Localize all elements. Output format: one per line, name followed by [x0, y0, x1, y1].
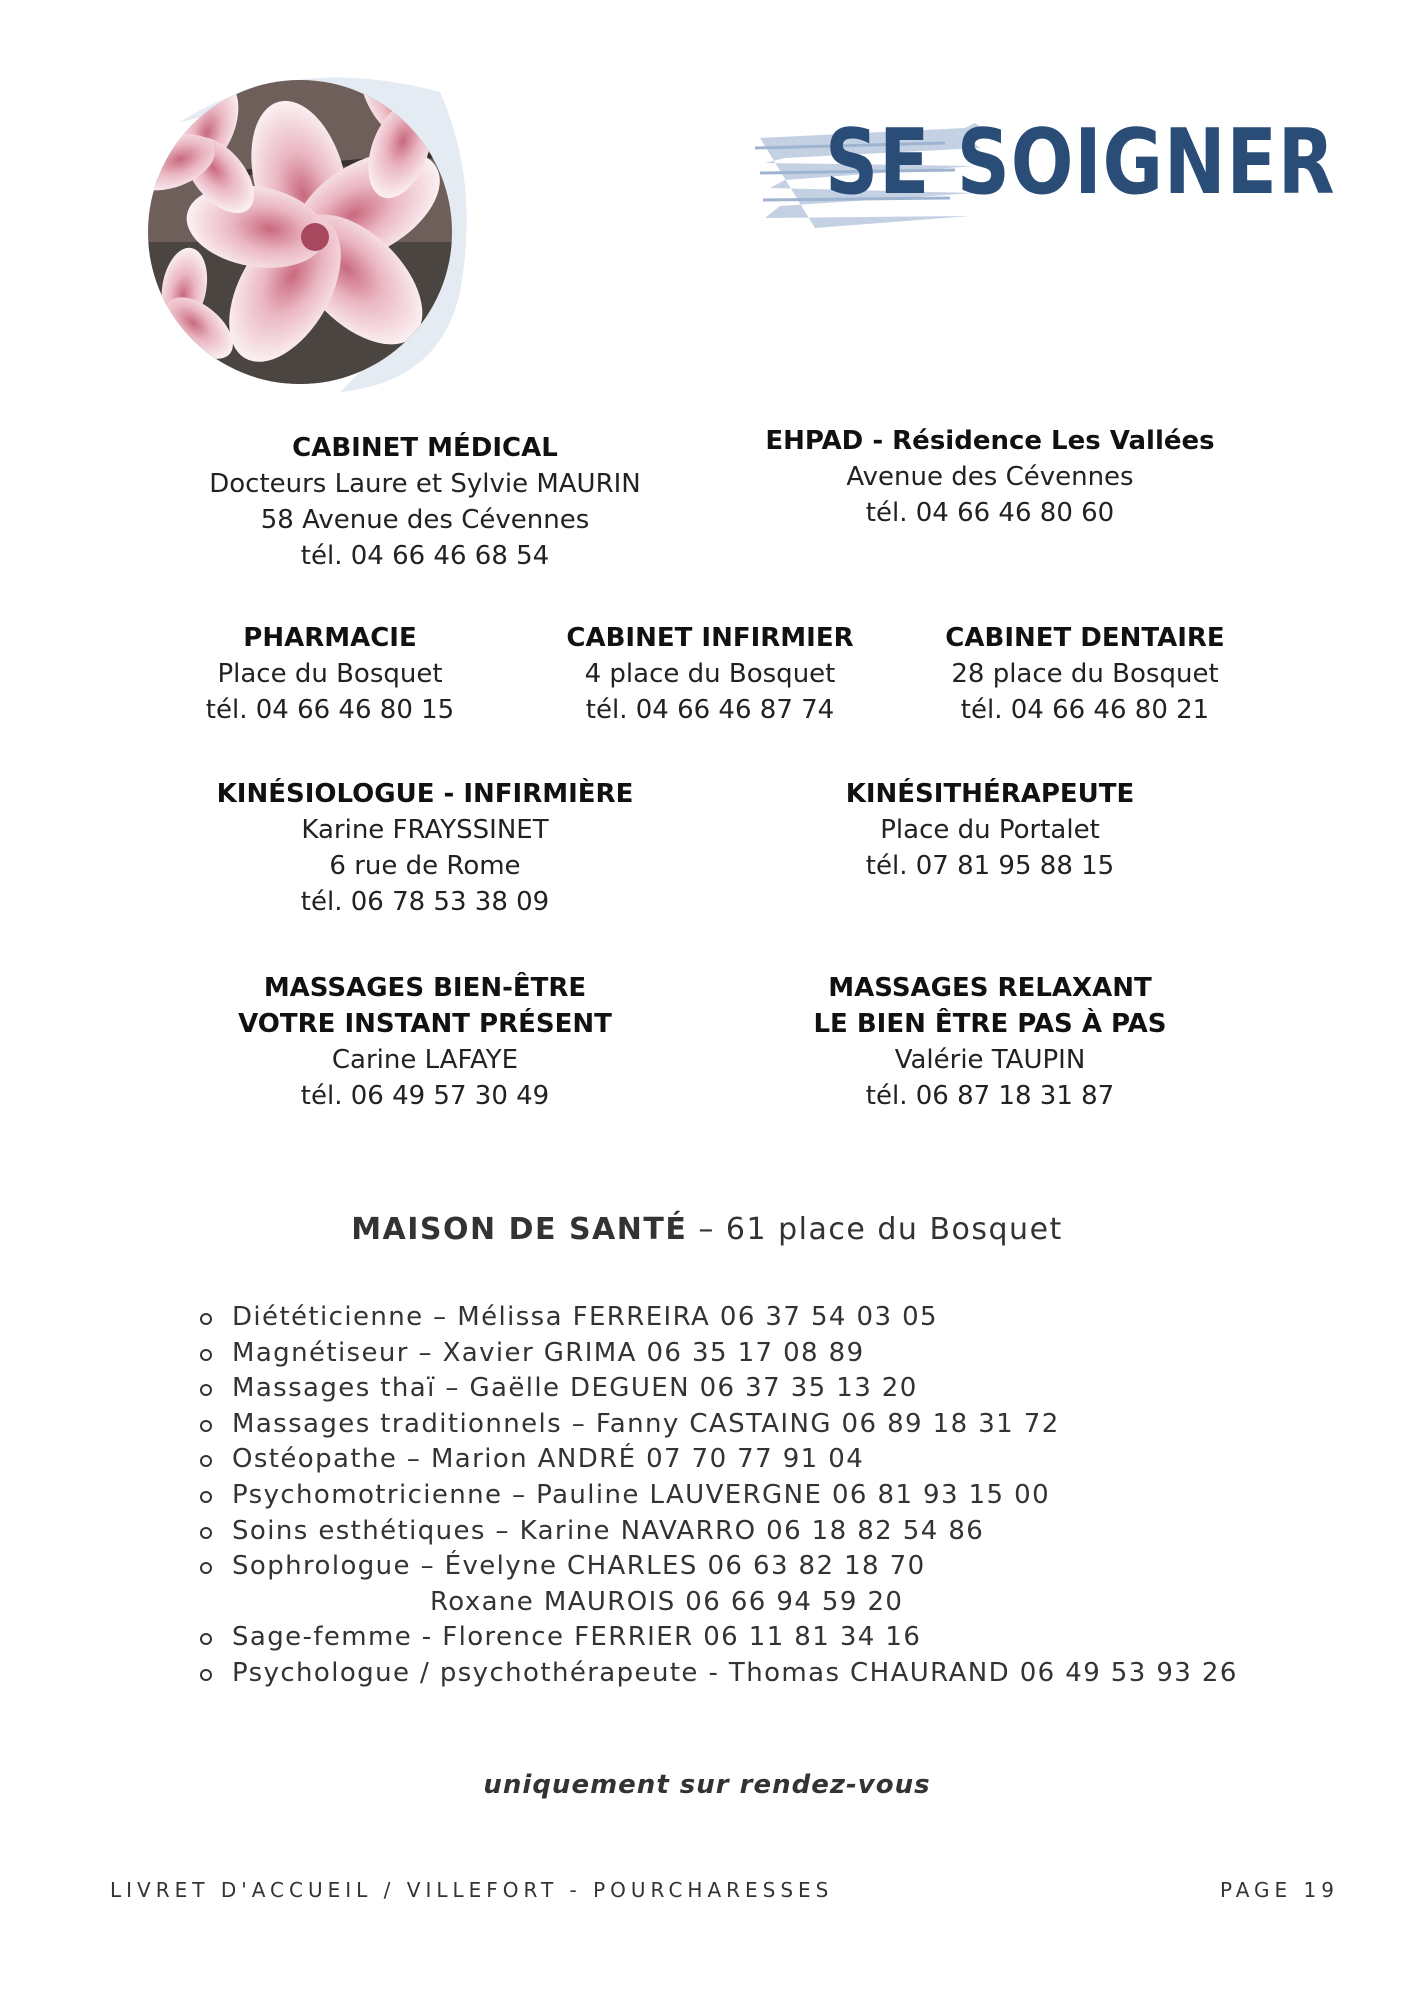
block-line: Avenue des Cévennes [846, 462, 1134, 492]
list-item: Sophrologue – Évelyne CHARLES 06 63 82 18 70 [200, 1549, 1238, 1585]
block-line: tél. 04 66 46 68 54 [300, 541, 550, 571]
block-line: 58 Avenue des Cévennes [260, 505, 590, 535]
block-line: Docteurs Laure et Sylvie MAURIN [209, 469, 641, 499]
block-title: EHPAD - Résidence Les Vallées [765, 426, 1215, 456]
magnolia-image [140, 62, 470, 392]
block-line: tél. 04 66 46 80 21 [960, 695, 1210, 725]
footer-booklet-title: LIVRET D'ACCUEIL / VILLEFORT - POURCHARESSES [110, 1878, 834, 1902]
list-item: Massages traditionnels – Fanny CASTAING 06 89 18 31 72 [200, 1407, 1238, 1443]
maison-practitioners-list [200, 1300, 1238, 1692]
maison-name: MAISON DE SANTÉ [351, 1212, 688, 1247]
list-item: Psychologue / psychothérapeute - Thomas CHAURAND 06 49 53 93 26 [200, 1656, 1238, 1692]
block-title: MASSAGES BIEN-ÊTRE [263, 973, 587, 1003]
block-line: Place du Bosquet [217, 659, 443, 689]
block-title: PHARMACIE [243, 623, 417, 653]
magnolia-photo [140, 62, 470, 392]
block-line: tél. 06 87 18 31 87 [865, 1081, 1115, 1111]
block-line: 6 rue de Rome [329, 851, 521, 881]
footer-page-number: PAGE 19 [1219, 1878, 1339, 1902]
cabinet-dentaire-block [920, 620, 1250, 728]
block-title: CABINET DENTAIRE [945, 623, 1225, 653]
list-item-continuation: Roxane MAUROIS 06 66 94 59 20 [430, 1586, 904, 1617]
block-title: CABINET MÉDICAL [292, 433, 558, 463]
list-item: Massages thaï – Gaëlle DEGUEN 06 37 35 13 20 [200, 1371, 1238, 1407]
maison-de-sante-heading [0, 1212, 1414, 1247]
block-subtitle: LE BIEN ÊTRE PAS À PAS [813, 1009, 1167, 1039]
list-item: Soins esthétiques – Karine NAVARRO 06 18 82 54 86 [200, 1514, 1238, 1550]
block-title: MASSAGES RELAXANT [828, 973, 1152, 1003]
block-line: Place du Portalet [880, 815, 1100, 845]
block-line: Karine FRAYSSINET [301, 815, 549, 845]
block-line: tél. 06 49 57 30 49 [300, 1081, 550, 1111]
list-item: Psychomotricienne – Pauline LAUVERGNE 06 81 93 15 00 [200, 1478, 1238, 1514]
block-line: 28 place du Bosquet [951, 659, 1219, 689]
block-line: 4 place du Bosquet [584, 659, 836, 689]
kinesitherapeute-block [740, 776, 1240, 884]
list-item: Ostéopathe – Marion ANDRÉ 07 70 77 91 04 [200, 1442, 1238, 1478]
block-title: KINÉSITHÉRAPEUTE [845, 779, 1135, 809]
ehpad-block [740, 423, 1240, 531]
pharmacie-block [165, 620, 495, 728]
block-line: tél. 07 81 95 88 15 [865, 851, 1115, 881]
appointment-note: uniquement sur rendez-vous [483, 1770, 931, 1800]
list-item: Sage-femme - Florence FERRIER 06 11 81 34 16 [200, 1620, 1238, 1656]
page-title-banner [755, 88, 1336, 238]
block-line: tél. 04 66 46 80 15 [205, 695, 455, 725]
cabinet-medical-block [175, 430, 675, 574]
page-title: SE SOIGNER [825, 110, 1336, 215]
cabinet-infirmier-block [545, 620, 875, 728]
list-item: Diététicienne – Mélissa FERREIRA 06 37 54 03 05 [200, 1300, 1238, 1336]
block-line: tél. 04 66 46 87 74 [585, 695, 835, 725]
block-title: KINÉSIOLOGUE - INFIRMIÈRE [216, 779, 634, 809]
block-line: tél. 04 66 46 80 60 [865, 498, 1115, 528]
massages-relaxant-block [740, 970, 1240, 1114]
maison-address: – 61 place du Bosquet [687, 1212, 1063, 1247]
block-line: Valérie TAUPIN [894, 1045, 1086, 1075]
block-line: Carine LAFAYE [331, 1045, 519, 1075]
block-title: CABINET INFIRMIER [566, 623, 854, 653]
block-subtitle: VOTRE INSTANT PRÉSENT [238, 1009, 612, 1039]
block-line: tél. 06 78 53 38 09 [300, 887, 550, 917]
list-item: Magnétiseur – Xavier GRIMA 06 35 17 08 89 [200, 1336, 1238, 1372]
kinesiologue-block [175, 776, 675, 920]
massages-bien-etre-block [175, 970, 675, 1114]
